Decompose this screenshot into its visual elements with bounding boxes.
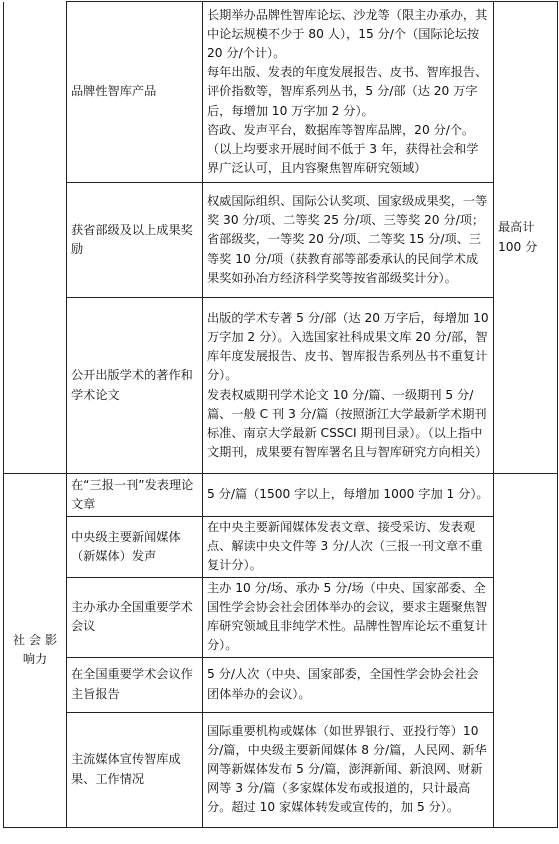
table-row: [4, 474, 558, 517]
criteria-paragraph: 5 分/篇（1500 字以上，每增加 1000 字加 1 分）。: [207, 487, 489, 502]
item-criteria: [203, 657, 494, 712]
item-name: 主办承办全国重要学术会议: [67, 577, 203, 657]
table-row: [4, 517, 558, 578]
score-limit-cell-empty: [494, 474, 558, 828]
criteria-paragraph: 国际重要机构或媒体（如世界银行、亚投行等）10 分/篇，中央级主要新闻媒体 8 分/篇，人民网、新华网等新媒体发布 5 分/篇，澎湃新闻、新浪网、财新网等 3 分/篇（多家媒体发布或报道的，只计最高分。超过 10 家媒体转发或宣传的，加 5 分）。: [207, 723, 487, 815]
item-name: 在“三报一刊”发表理论文章: [67, 474, 203, 517]
item-name: 公开出版学术的著作和学术论文: [67, 298, 203, 474]
table-row: [4, 712, 558, 827]
item-criteria: [203, 577, 494, 657]
criteria-paragraph: 在中央主要新闻媒体发表文章、接受采访、发表观点、解读中央文件等 3 分/人次（三报一刊文章不重复计分）。: [207, 520, 483, 573]
table-row: [4, 298, 558, 474]
item-criteria: [203, 298, 494, 474]
score-limit-cell: [494, 2, 558, 474]
item-criteria: [203, 712, 494, 827]
category-label: 社 会 影响力: [4, 474, 67, 828]
item-criteria: [203, 2, 494, 183]
table-row: [4, 577, 558, 657]
item-name: 获省部级及以上成果奖励: [67, 183, 203, 298]
criteria-paragraph: 5 分/人次（中央、国家部委，全国性学会协会社会团体举办的会议）。: [207, 667, 479, 701]
criteria-paragraph: 发表权威期刊学术论文 10 分/篇、一级期刊 5 分/篇、一般 C 刊 3 分/篇（按照浙江大学最新学术期刊标准、南京大学最新 CSSCI 期刊目录）。（以上指中文期刊，成果要有智库署名且与智库研究方向相关）: [207, 387, 488, 460]
item-name: 在全国重要学术会议作主旨报告: [67, 657, 203, 712]
evaluation-table: [3, 1, 558, 828]
criteria-paragraph: 每年出版、发表的年度发展报告、皮书、智库报告、评价指数等，智库系列丛书，5 分/部（达 20 万字后，每增加 10 万字加 2 分）。: [207, 65, 488, 118]
criteria-paragraph: 权威国际组织、国际公认奖项、国家级成果奖，一等奖 30 分/项、二等奖 25 分/项、三等奖 20 分/项；省部级奖，一等奖 20 分/项、二等奖 15 分/项、三等奖 10 分/项（获教育部等部委承认的民间学术成果奖如孙冶方经济科学奖等按省部级奖计分）。: [207, 193, 488, 285]
item-criteria: [203, 474, 494, 517]
criteria-paragraph: 出版的学术专著 5 分/部（达 20 万字后，每增加 10 万字加 2 分）。入选国家社科成果文库 20 分/部，智库年度发展报告、皮书、智库报告系列丛书不重复计分）。: [207, 310, 489, 383]
criteria-paragraph: 长期举办品牌性智库论坛、沙龙等（限主办承办，其中论坛规模不少于 80 人），15 分/个（国际论坛按 20 分/个计）。: [207, 7, 488, 60]
table-row: [4, 183, 558, 298]
table-row: [4, 2, 558, 183]
category-cell-empty: [4, 2, 67, 474]
item-name: 中央级主要新闻媒体（新媒体）发声: [67, 517, 203, 578]
criteria-paragraph: 咨政、发声平台，数据库等智库品牌，20 分/个。（以上均要求开展时间不低于 3 年，获得社会和学界广泛认可，且内容聚焦智库研究领域）: [207, 122, 479, 176]
item-name: 品牌性智库产品: [67, 2, 203, 183]
item-criteria: [203, 517, 494, 578]
item-name: 主流媒体宣传智库成果、工作情况: [67, 712, 203, 827]
score-limit: 最高计 100 分: [498, 220, 538, 254]
table-row: [4, 657, 558, 712]
item-criteria: [203, 183, 494, 298]
criteria-paragraph: 主办 10 分/场、承办 5 分/场（中央、国家部委、全国性学会协会社会团体举办的会议，要求主题聚焦智库研究领域且非纯学术性。品牌性智库论坛不重复计分）。: [207, 580, 488, 653]
